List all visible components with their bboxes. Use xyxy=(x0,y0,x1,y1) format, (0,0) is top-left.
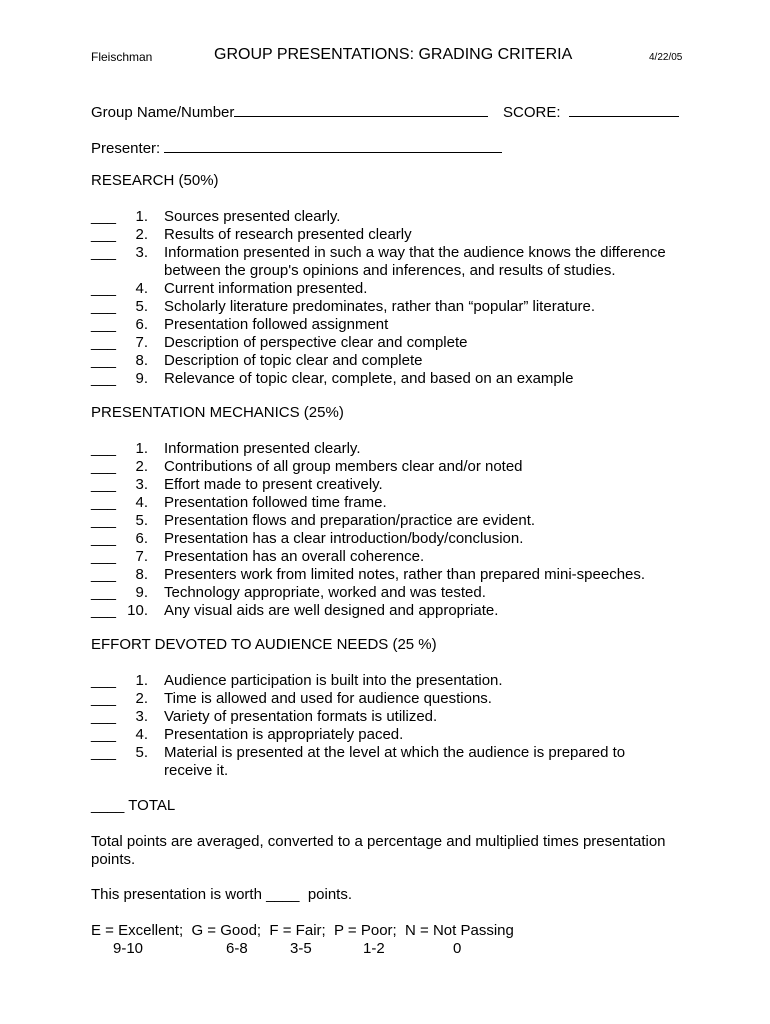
item-number: 1. xyxy=(135,208,148,225)
item-text: Results of research presented clearly xyxy=(164,226,412,243)
score-blank: ___ xyxy=(91,370,117,387)
score-blank xyxy=(569,101,679,117)
item-number: 5. xyxy=(135,512,148,529)
item-number: 2. xyxy=(135,226,148,243)
item-number: 7. xyxy=(135,548,148,565)
item-number: 5. xyxy=(135,298,148,315)
item-text: Information presented clearly. xyxy=(164,440,361,457)
score-blank: ___ xyxy=(91,602,117,619)
item-number: 3. xyxy=(135,708,148,725)
item-number: 2. xyxy=(135,690,148,707)
score-blank: ___ xyxy=(91,334,117,351)
score-blank: ___ xyxy=(91,548,117,565)
grade-legend: E = Excellent; G = Good; F = Fair; P = Poor; N = Not Passing xyxy=(91,922,514,939)
worth-line xyxy=(91,886,352,904)
item-number: 8. xyxy=(135,566,148,583)
item-text: Presentation followed assignment xyxy=(164,316,389,333)
item-text: Material is presented at the level at which the audience is prepared to xyxy=(164,744,626,761)
item-text-continued: receive it. xyxy=(164,762,229,779)
item-text: Variety of presentation formats is utilized. xyxy=(164,708,438,725)
score-field xyxy=(503,101,679,121)
item-text: Contributions of all group members clear and/or noted xyxy=(164,458,523,475)
grade-range-poor: 1-2 xyxy=(363,940,385,957)
document-date: 4/22/05 xyxy=(649,52,683,63)
grade-range-not-passing: 0 xyxy=(453,940,462,957)
item-number: 10. xyxy=(127,602,148,619)
score-label: SCORE: xyxy=(503,104,561,121)
presenter-label: Presenter: xyxy=(91,140,161,157)
item-number: 4. xyxy=(135,494,148,511)
score-blank: ___ xyxy=(91,476,117,493)
total-blank: ____ xyxy=(91,797,125,814)
item-number: 3. xyxy=(135,244,148,261)
score-blank: ___ xyxy=(91,458,117,475)
item-number: 2. xyxy=(135,458,148,475)
worth-blank: ____ xyxy=(266,886,300,903)
item-number: 3. xyxy=(135,476,148,493)
grade-range-fair: 3-5 xyxy=(290,940,312,957)
score-blank: ___ xyxy=(91,208,117,225)
item-number: 1. xyxy=(135,440,148,457)
item-text: Description of perspective clear and complete xyxy=(164,334,468,351)
item-number: 6. xyxy=(135,530,148,547)
score-blank: ___ xyxy=(91,566,117,583)
worth-suffix: points. xyxy=(307,886,353,903)
score-blank: ___ xyxy=(91,530,117,547)
mechanics-heading: PRESENTATION MECHANICS (25%) xyxy=(91,404,344,421)
grade-range-excellent: 9-10 xyxy=(113,940,144,957)
total-label: TOTAL xyxy=(128,797,176,814)
score-blank: ___ xyxy=(91,726,117,743)
score-blank: ___ xyxy=(91,440,117,457)
averaging-note-line-2: points. xyxy=(91,851,136,868)
research-heading: RESEARCH (50%) xyxy=(91,172,219,189)
score-blank: ___ xyxy=(91,280,117,297)
score-blank: ___ xyxy=(91,744,117,761)
item-text: Description of topic clear and complete xyxy=(164,352,423,369)
averaging-note-line-1: Total points are averaged, converted to a percentage and multiplied times presentation xyxy=(91,833,666,850)
presenter-blank xyxy=(164,137,502,153)
item-number: 9. xyxy=(135,370,148,387)
score-blank: ___ xyxy=(91,226,117,243)
author-name: Fleischman xyxy=(91,50,153,64)
item-text: Effort made to present creatively. xyxy=(164,476,383,493)
item-number: 7. xyxy=(135,334,148,351)
grade-range-good: 6-8 xyxy=(226,940,248,957)
score-blank: ___ xyxy=(91,352,117,369)
score-blank: ___ xyxy=(91,690,117,707)
item-number: 1. xyxy=(135,672,148,689)
item-text: Presentation has a clear introduction/body/conclusion. xyxy=(164,530,524,547)
audience-heading: EFFORT DEVOTED TO AUDIENCE NEEDS (25 %) xyxy=(91,636,437,653)
item-number: 8. xyxy=(135,352,148,369)
item-text: Any visual aids are well designed and appropriate. xyxy=(164,602,499,619)
score-blank: ___ xyxy=(91,298,117,315)
item-number: 4. xyxy=(135,280,148,297)
item-text: Technology appropriate, worked and was tested. xyxy=(164,584,486,601)
item-text: Presenters work from limited notes, rather than prepared mini-speeches. xyxy=(164,566,646,583)
item-text: Relevance of topic clear, complete, and based on an example xyxy=(164,370,574,387)
group-name-blank xyxy=(234,101,488,117)
item-text: Audience participation is built into the presentation. xyxy=(164,672,503,689)
item-text: Presentation flows and preparation/practice are evident. xyxy=(164,512,536,529)
score-blank: ___ xyxy=(91,672,117,689)
group-name-field xyxy=(91,101,488,121)
worth-prefix: This presentation is worth xyxy=(91,886,262,903)
item-text: Sources presented clearly. xyxy=(164,208,341,225)
total-line xyxy=(91,797,175,814)
group-name-label: Group Name/Number xyxy=(91,104,235,121)
item-text: Presentation followed time frame. xyxy=(164,494,387,511)
item-text-continued: between the group's opinions and inferences, and results of studies. xyxy=(164,262,616,279)
item-number: 9. xyxy=(135,584,148,601)
score-blank: ___ xyxy=(91,584,117,601)
score-blank: ___ xyxy=(91,494,117,511)
item-text: Time is allowed and used for audience questions. xyxy=(164,690,492,707)
presenter-field xyxy=(91,137,502,157)
item-number: 6. xyxy=(135,316,148,333)
item-text: Presentation is appropriately paced. xyxy=(164,726,404,743)
item-text: Scholarly literature predominates, rather than “popular” literature. xyxy=(164,298,596,315)
item-text: Current information presented. xyxy=(164,280,368,297)
score-blank: ___ xyxy=(91,708,117,725)
page-title: GROUP PRESENTATIONS: GRADING CRITERIA xyxy=(214,46,573,63)
item-number: 4. xyxy=(135,726,148,743)
item-text: Information presented in such a way that the audience knows the difference xyxy=(164,244,666,261)
score-blank: ___ xyxy=(91,244,117,261)
score-blank: ___ xyxy=(91,512,117,529)
item-text: Presentation has an overall coherence. xyxy=(164,548,425,565)
score-blank: ___ xyxy=(91,316,117,333)
item-number: 5. xyxy=(135,744,148,761)
